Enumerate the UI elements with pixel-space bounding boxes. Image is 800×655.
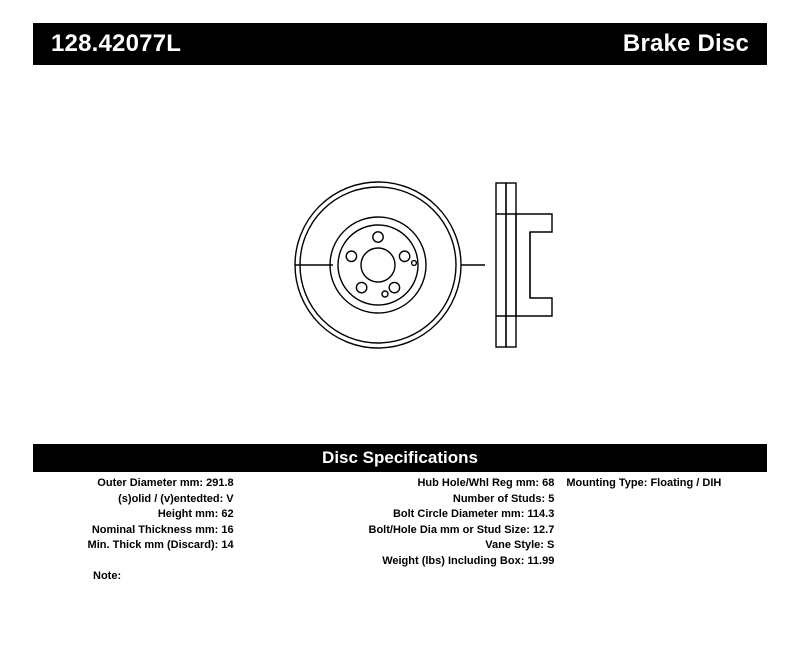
lug-hole xyxy=(389,282,399,292)
lug-hole xyxy=(346,251,356,261)
product-drawing xyxy=(33,80,767,430)
spec-column-right xyxy=(560,476,767,492)
note-label: Note: xyxy=(93,570,122,582)
spec-row: Min. Thick mm (Discard): 14 xyxy=(87,539,234,551)
spec-row: Height mm: 62 xyxy=(157,508,234,520)
spec-row: (s)olid / (v)entedted: V xyxy=(118,492,234,505)
part-number: 128.42077L xyxy=(51,30,182,57)
small-hole xyxy=(412,261,417,266)
spec-row: Outer Diameter mm: 291.8 xyxy=(97,477,234,489)
product-type: Brake Disc xyxy=(622,30,749,57)
note-area xyxy=(33,570,767,582)
spec-row: Nominal Thickness mm: 16 xyxy=(91,523,234,536)
spec-column-left xyxy=(33,476,238,554)
small-hole xyxy=(382,291,388,297)
spec-row: Mounting Type: Floating / DIH xyxy=(566,477,722,489)
spec-row: Weight (lbs) Including Box: 11.99 xyxy=(382,554,555,567)
lug-hole xyxy=(373,232,383,242)
spec-row: Bolt/Hole Dia mm or Stud Size: 12.7 xyxy=(368,523,555,536)
spec-row: Number of Studs: 5 xyxy=(452,492,555,505)
header-bar xyxy=(33,23,767,65)
spec-columns xyxy=(33,476,767,569)
lug-hole xyxy=(356,282,366,292)
rotor-hat-step xyxy=(338,225,418,305)
side-view-inner-band xyxy=(506,183,516,347)
side-view-hat-section xyxy=(516,214,552,316)
brake-rotor-drawing-svg xyxy=(33,80,767,430)
spec-row: Bolt Circle Diameter mm: 114.3 xyxy=(392,508,555,520)
spec-title-bar xyxy=(33,444,767,472)
side-view-outer-band xyxy=(496,183,506,347)
rotor-center-hub-hole xyxy=(361,248,395,282)
spec-column-middle xyxy=(238,476,561,569)
spec-row: Vane Style: S xyxy=(485,539,555,551)
spec-title: Disc Specifications xyxy=(322,448,478,467)
spec-row: Hub Hole/Whl Reg mm: 68 xyxy=(417,477,555,489)
lug-hole xyxy=(399,251,409,261)
